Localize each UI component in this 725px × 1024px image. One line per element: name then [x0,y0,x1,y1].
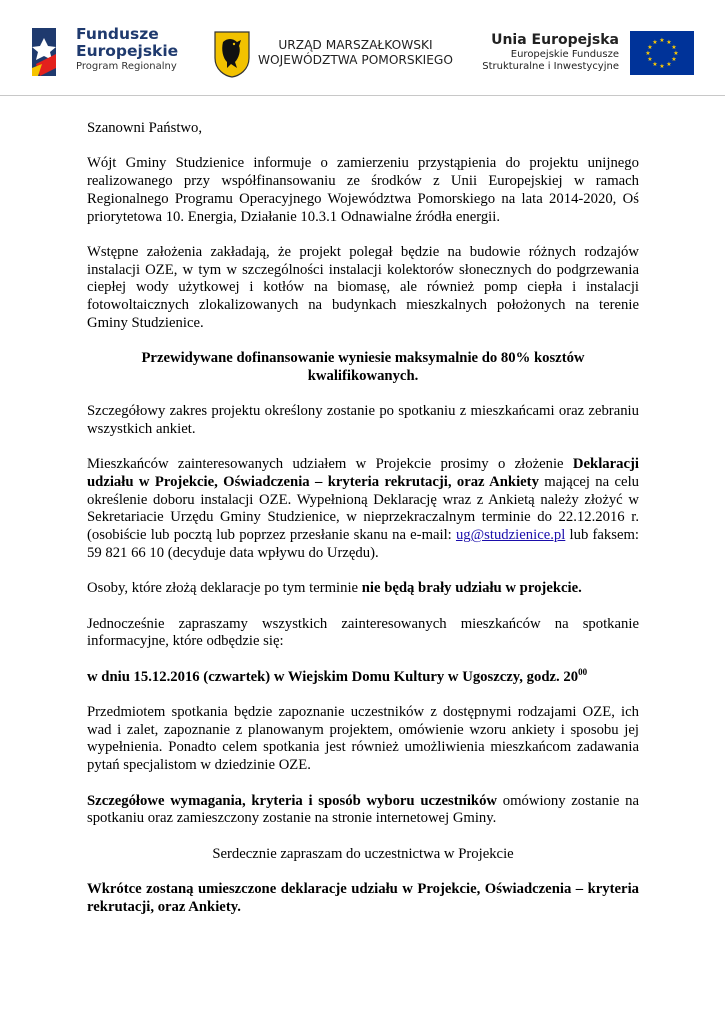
p5-text-a: Mieszkańców zainteresowanych udziałem w Projekcie prosimy o złożenie [87,456,573,473]
umwp-line1: URZĄD MARSZAŁKOWSKI [278,38,433,52]
email-link[interactable]: ug@studzienice.pl [455,527,566,544]
paragraph-funding: Przewidywane dofinansowanie wyniesie maksymalnie do 80% kosztów kwalifikowanych. [141,350,585,384]
paragraph-declaration [87,456,639,562]
ue-line3: Strukturalne i Inwestycyjne [482,61,619,72]
svg-text:★: ★ [652,39,658,46]
paragraph-final-note: Wkrótce zostaną umieszczone deklaracje udziału w Projekcie, Oświadczenia – kryteria rekrutacji, oraz Ankiety. [87,881,639,915]
p5-bold: Deklaracji udziału w Projekcie, Oświadczenia – kryteria rekrutacji, oraz Ankiety [87,456,639,490]
unia-europejska-text [482,31,619,73]
svg-text:★: ★ [671,44,677,51]
p5-text-b: mającej na celu określenie doboru instalacji OZE. Wypełnioną Deklarację wraz z Ankietą należy złożyć w Sekretariacie Urzędu Gminy Studzienice, w nieprzekraczalnym terminie do 22.12.2016 r. (osobiście lub pocztą lub poprzez przesłanie skanu na e-mail: [87,473,639,544]
fe-line3: Program Regionalny [76,61,177,72]
umwp-line2: WOJEWÓDZTWA POMORSKIEGO [258,53,453,67]
svg-text:★: ★ [671,56,677,63]
svg-text:★: ★ [645,50,651,57]
paragraph-deadline [87,580,639,598]
meeting-date-text: w dniu 15.12.2016 (czwartek) w Wiejskim Domu Kultury w Ugoszczy, godz. 20 [87,668,579,685]
p6-text: Osoby, które złożą deklaracje po tym terminie [87,580,362,597]
paragraph-meeting-date [87,666,639,687]
p5-text-c: lub faksem: 59 821 66 10 (decyduje data wpływu do Urzędu). [87,527,639,561]
letterhead [0,0,725,100]
p6-bold: nie będą brały udziału w projekcie. [361,580,582,597]
svg-text:★: ★ [666,61,672,68]
urzad-marszalkowski-name [258,38,453,68]
ue-line1: Unia Europejska [491,32,619,48]
meeting-time-sup: 00 [578,666,588,677]
svg-text:★: ★ [647,44,653,51]
paragraph-scope: Szczegółowy zakres projektu określony zostanie po spotkaniu z mieszkańcami oraz zebraniu wszystkich ankiet. [87,403,639,437]
svg-text:★: ★ [666,39,672,46]
eu-flag-icon [630,31,694,75]
paragraph-intro: Wójt Gminy Studzienice informuje o zamierzeniu przystąpienia do projektu unijnego realizowanego przy współfinansowaniu ze środków z Unii Europejskiej w ramach Regionalnego Programu Operacyjnego Województwa Pomorskiego na lata 2014-2020, Oś priorytetowa 10. Energia, Działanie 10.3.1 Odnawialne źródła energii. [87,155,639,225]
letter-body [87,120,639,934]
header-divider [0,95,725,96]
paragraph-requirements [87,793,639,828]
svg-text:★: ★ [647,56,653,63]
pomorskie-crest [213,30,251,78]
griffin-crest-icon [213,30,251,78]
eu-flag [630,31,694,75]
fe-star-flag-icon [32,24,72,80]
paragraph-assumptions: Wstępne założenia zakładają, że projekt polegał będzie na budowie różnych rodzajów instalacji OZE, w tym w szczególności instalacji kolektorów słonecznych do podgrzewania ciepłej wody użytkowej i kotłów na biomasę, ale również pomp ciepła i instalacji fotowoltaicznych zlokalizowanych na budynkach mieszkalnych położonych na terenie Gminy Studzienice. [87,243,639,331]
fe-line1: Fundusze [76,25,159,43]
p10-bold: Szczegółowe wymagania, kryteria i sposób wyboru uczestników [87,792,498,809]
paragraph-meeting-subject: Przedmiotem spotkania będzie zapoznanie uczestników z dostępnymi rodzajami OZE, ich wad i zalet, zapoznanie z planowanym projektem, omówienie wzoru ankiety i sposobu jej wypełnienia. Ponadto celem spotkania jest również umożliwienia mieszkańcom zadawania pytań specjalistom w dziedzinie OZE. [87,704,639,774]
paragraph-closing: Serdecznie zapraszam do uczestnictwa w Projekcie [212,845,514,862]
ue-line2: Europejskie Fundusze [510,49,619,60]
fundusze-europejskie-logo [32,24,182,82]
svg-text:★: ★ [659,63,665,70]
svg-text:★: ★ [673,50,679,57]
p10-text: omówiony zostanie na spotkaniu oraz zamieszczony zostanie na stronie internetowej Gminy. [87,792,639,827]
svg-text:★: ★ [659,37,665,44]
paragraph-invitation: Jednocześnie zapraszamy wszystkich zainteresowanych mieszkańców na spotkanie informacyjne, które odbędzie się: [87,615,639,650]
svg-text:★: ★ [652,61,658,68]
greeting: Szanowni Państwo, [87,120,203,136]
fe-line2: Europejskie [76,42,179,60]
